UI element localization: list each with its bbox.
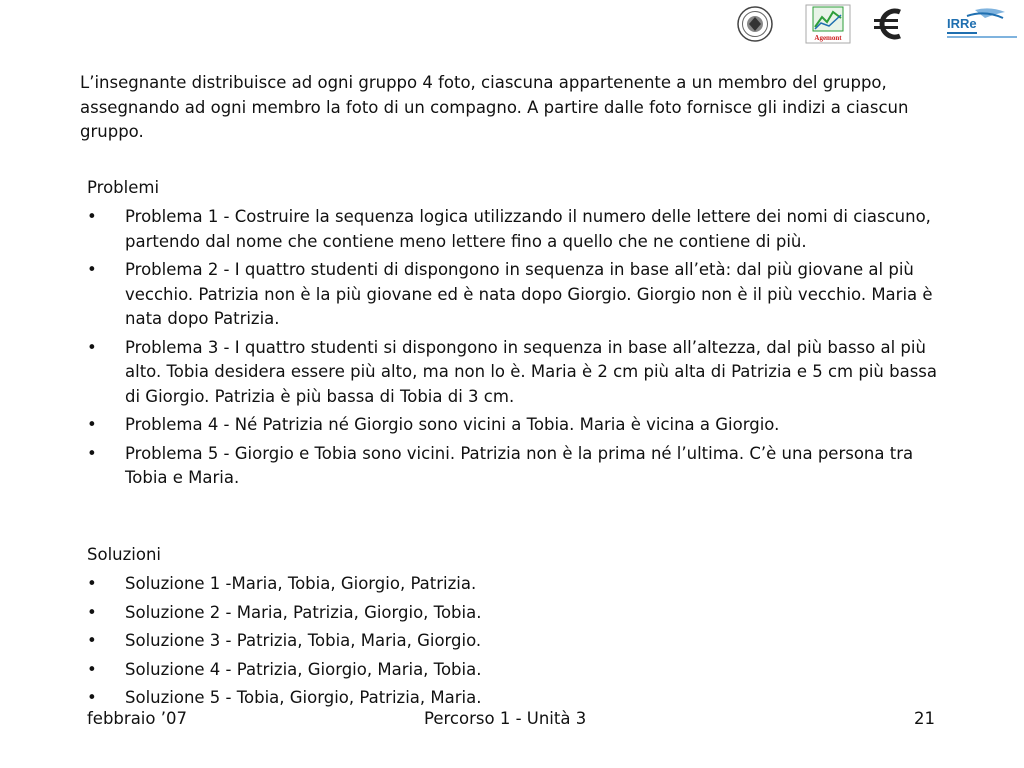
problemi-item-text: Problema 2 - I quattro studenti di dispongono in sequenza in base all’età: dal più giovane al più vecchio. Patrizia non è la più giovane ed è nata dopo Giorgio. Giorgio non è il più vecchio. Maria è nata dopo Patrizia.: [125, 260, 933, 328]
problemi-item-text: Problema 1 - Costruire la sequenza logica utilizzando il numero delle lettere dei nomi di ciascuno, partendo dal nome che contiene meno lettere fino a quello che ne contiene di più.: [125, 207, 931, 251]
problemi-list: [87, 205, 947, 495]
problemi-item: [87, 336, 947, 410]
footer-course: Percorso 1 - Unità 3: [424, 709, 587, 728]
university-seal-logo: [736, 4, 774, 44]
bullet-icon: •: [87, 337, 97, 357]
problemi-heading: Problemi: [87, 178, 160, 197]
problemi-item: [87, 205, 947, 254]
soluzioni-item: [87, 629, 947, 654]
header-logos: [730, 4, 1020, 44]
problemi-item-text: Problema 3 - I quattro studenti si dispongono in sequenza in base all’altezza, dal più basso al più alto. Tobia desidera essere più alto, ma non lo è. Maria è 2 cm più alta di Patrizia e 5 cm più bassa di Giorgio. Patrizia è più bassa di Tobia di 3 cm.: [125, 337, 938, 406]
bullet-icon: •: [87, 602, 97, 622]
problemi-item-text: Problema 4 - Né Patrizia né Giorgio sono vicini a Tobia. Maria è vicina a Giorgio.: [125, 415, 780, 434]
problemi-item: [87, 413, 947, 438]
problemi-item-text: Problema 5 - Giorgio e Tobia sono vicini. Patrizia non è la prima né l’ultima. C’è una persona tra Tobia e Maria.: [125, 443, 914, 487]
irre-logo: [945, 4, 1020, 44]
soluzioni-item: [87, 658, 947, 683]
soluzioni-item-text: Soluzione 5 - Tobia, Giorgio, Patrizia, Maria.: [125, 688, 482, 707]
bullet-icon: •: [87, 574, 97, 593]
bullet-icon: •: [87, 659, 97, 679]
euro-logo: [870, 4, 910, 44]
problemi-item: [87, 258, 947, 332]
soluzioni-item: [87, 601, 947, 626]
svg-text:IRRe: IRRe: [947, 16, 977, 31]
soluzioni-item-text: Soluzione 3 - Patrizia, Tobia, Maria, Giorgio.: [125, 631, 482, 650]
soluzioni-item-text: Soluzione 4 - Patrizia, Giorgio, Maria, Tobia.: [125, 659, 482, 679]
soluzioni-item: [87, 572, 947, 597]
bullet-icon: •: [87, 688, 97, 707]
bullet-icon: •: [87, 443, 97, 463]
soluzioni-heading: Soluzioni: [87, 545, 161, 564]
problemi-item: [87, 442, 947, 491]
bullet-icon: •: [87, 260, 97, 279]
agemont-logo: [805, 4, 851, 44]
soluzioni-item-text: Soluzione 1 -Maria, Tobia, Giorgio, Patrizia.: [125, 574, 477, 593]
bullet-icon: •: [87, 415, 97, 434]
bullet-icon: •: [87, 631, 97, 650]
page-number: 21: [914, 709, 935, 728]
bullet-icon: •: [87, 207, 97, 226]
soluzioni-item-text: Soluzione 2 - Maria, Patrizia, Giorgio, Tobia.: [125, 602, 482, 622]
svg-text:Agemont: Agemont: [814, 34, 842, 42]
footer-date: febbraio ’07: [87, 709, 187, 728]
intro-text: L’insegnante distribuisce ad ogni gruppo 4 foto, ciascuna appartenente a un membro del gruppo, assegnando ad ogni membro la foto di un compagno. A partire dalle foto fornisce gli indizi a ciascun gruppo.: [80, 73, 909, 141]
soluzioni-list: [87, 572, 947, 715]
